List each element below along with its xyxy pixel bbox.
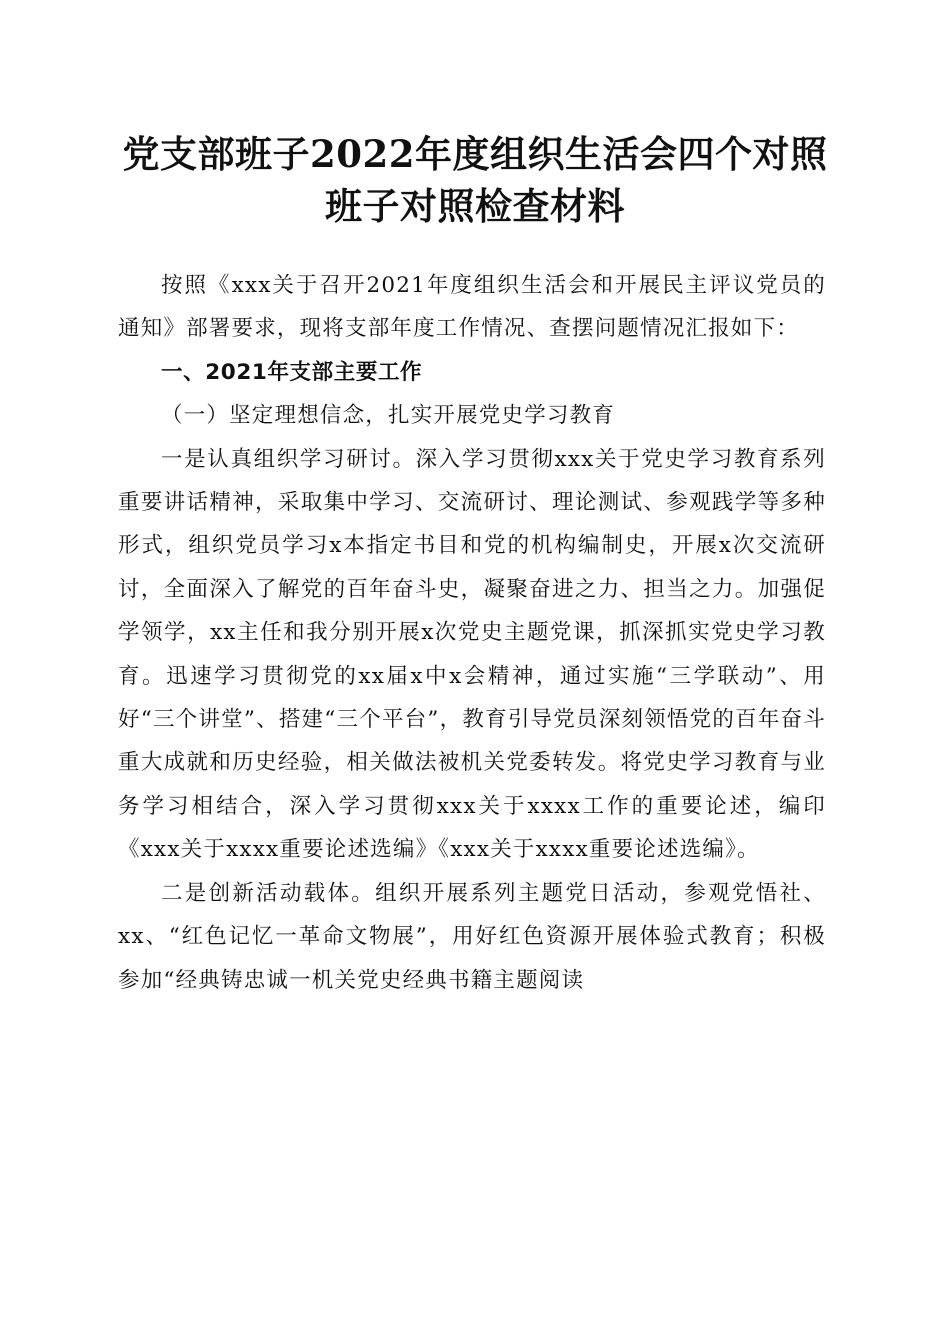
intro-paragraph: 按照《xxx关于召开2021年度组织生活会和开展民主评议党员的通知》部署要求，现将支部年度工作情况、查摆问题情况汇报如下： <box>118 273 826 342</box>
document-body <box>118 264 826 1002</box>
paragraph-1-lead: 一是认真组织学习研讨。 <box>161 446 416 472</box>
paragraph-1-text: 深入学习贯彻xxx关于党史学习教育系列重要讲话精神，采取集中学习、交流研讨、理论测试、参观践学等多种形式，组织党员学习x本指定书目和党的机构编制史，开展x次交流研讨，全面深入了解党的百年奋斗史，凝聚奋进之力、担当之力。加强促学领学，xx主任和我分别开展x次党史主题党课，抓深抓实党史学习教育。迅速学习贯彻党的xx届x中x会精神，通过实施“三学联动”、用好“三个讲堂”、搭建“三个平台”，教育引导党员深刻领悟党的百年奋斗重大成就和历史经验，相关做法被机关党委转发。将党史学习教育与业务学习相结合，深入学习贯彻xxx关于xxxx工作的重要论述，编印《xxx关于xxxx重要论述选编》《xxx关于xxxx重要论述选编》。 <box>118 446 826 863</box>
section-heading: 一、2021年支部主要工作 <box>161 359 423 385</box>
paragraph-2-lead: 二是创新活动载体。 <box>161 880 376 906</box>
document-title: 党支部班子2022年度组织生活会四个对照班子对照检查材料 <box>122 132 828 228</box>
paragraph-2 <box>118 872 826 1002</box>
paragraph-1 <box>118 438 826 872</box>
subsection-heading: （一）坚定理想信念，扎实开展党史学习教育 <box>161 403 616 429</box>
paragraph-2-text: 组织开展系列主题党日活动，参观党悟社、xx、“红色记忆一革命文物展”，用好红色资源开展体验式教育；积极参加“经典铸忠诚一机关党史经典书籍主题阅读 <box>118 880 826 993</box>
